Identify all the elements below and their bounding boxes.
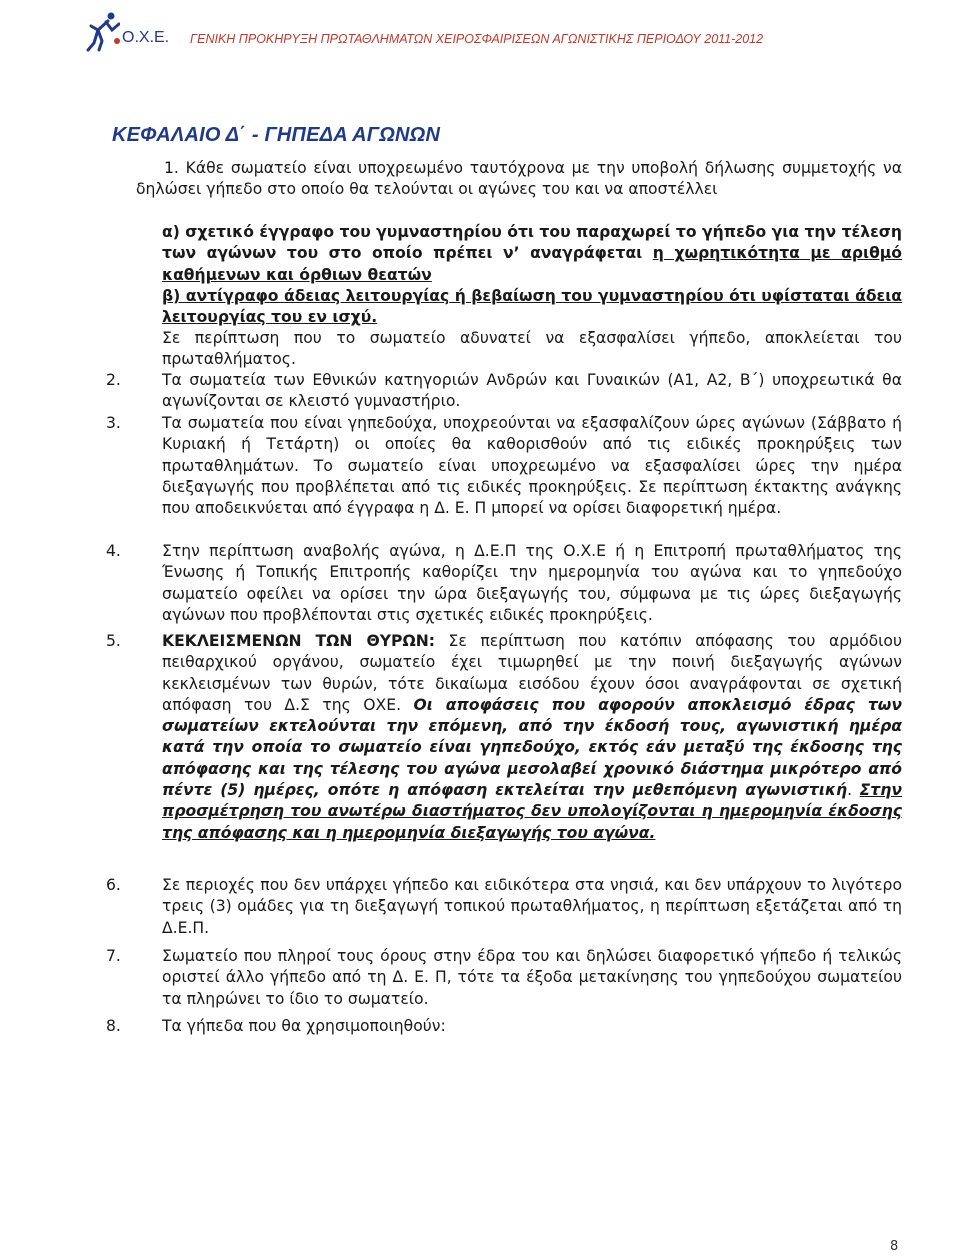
item-5-text xyxy=(162,631,902,844)
item-1-a-capacity: η χωρητικότητα με αριθμό καθήμενων και όρθιων θεατών xyxy=(162,244,902,284)
item-4-number: 4. xyxy=(106,542,121,560)
item-7-number: 7. xyxy=(106,947,121,965)
org-name: Ο.Χ.Ε. xyxy=(122,29,170,46)
item-8-text: Τα γήπεδα που θα χρησιμοποιηθούν: xyxy=(162,1017,446,1035)
item-3-number: 3. xyxy=(106,414,121,432)
item-2-text: Τα σωματεία των Εθνικών κατηγοριών Ανδρών και Γυναικών (Α1, Α2, Β΄) υποχρεωτικά θα αγωνίζονται σε κλειστό γυμναστήριο. xyxy=(162,371,902,411)
item-8-number: 8. xyxy=(106,1017,121,1035)
item-5-number: 5. xyxy=(106,632,121,650)
page-header xyxy=(86,10,936,58)
item-1-closing: Σε περίπτωση που το σωματείο αδυνατεί να εξασφαλίσει γήπεδο, αποκλείεται του πρωταθλήματος. xyxy=(162,329,902,369)
item-5-plain: Σε περίπτωση που κατόπιν απόφασης του αρμόδιου πειθαρχικού οργάνου, σωματείο έχει τιμωρηθεί με την ποινή διεξαγωγής αγώνων κεκλεισμένων των θυρών, τότε δικαίωμα εισόδου έχουν όσοι αναγράφονται σε σχετική απόφαση του Δ.Σ της ΟΧΕ. xyxy=(162,632,902,714)
item-5-calculation: Στην προσμέτρηση του ανωτέρω διαστήματος δεν υπολογίζονται η ημερομηνία έκδοσης της απόφασης και η ημερομηνία διεξαγωγής του αγώνα. xyxy=(162,781,902,842)
handball-player-icon xyxy=(86,10,120,52)
item-1-a xyxy=(162,222,902,286)
item-1-b-end: ή βεβαίωση του γυμναστηρίου ότι υφίσταται άδεια λειτουργίας του εν ισχύ. xyxy=(162,287,902,327)
item-3-text: Τα σωματεία που είναι γηπεδούχα, υποχρεούνται να εξασφαλίζουν ώρες αγώνων (Σάββατο ή Κυριακή ή Τετάρτη) οι οποίες θα καθορισθούν από τις ειδικές προκηρύξεις των πρωταθλημάτων. Το σωματείο είναι υποχρεωμένο να εξασφαλίσει ώρες την ημέρα διεξαγωγής που προβλέπεται από τις ειδικές προκηρύξεις. Σε περίπτωση έκτακτης ανάγκης που αποδεικνύεται από έγγραφα η Δ. Ε. Π μπορεί να ορίσει διαφορετική ημέρα. xyxy=(162,414,902,518)
item-5-dot: . xyxy=(847,781,860,800)
item-5-ruling: Οι αποφάσεις που αφορούν αποκλεισμό έδρας των σωματείων εκτελούνται την επόμενη, από την έκδοσή τους, αγωνιστική ημέρα κατά την οποία το σωματείο είναι γηπεδούχο, εκτός εάν μεταξύ της έκδοσης της απόφασης και της τέλεσης του αγώνα μεσολαβεί χρονικό διάστημα μικρότερο από πέντε (5) ημέρες, οπότε η απόφαση εκτελείται την μεθεπόμενη αγωνιστική xyxy=(162,695,902,800)
item-4-text: Στην περίπτωση αναβολής αγώνα, η Δ.Ε.Π της Ο.Χ.Ε ή η Επιτροπή πρωταθλήματος της Ένωσης ή Τοπικής Επιτροπής καθορίζει την ημερομηνία του αγώνα και το γηπεδούχο σωματείο οφείλει να ορίσει την ώρα διεξαγωγής του, σύμφωνα με τις ώρες διεξαγωγής αγώνων που προβλέπονται στις σχετικές ειδικές προκηρύξεις. xyxy=(162,542,902,624)
item-6-text: Σε περιοχές που δεν υπάρχει γήπεδο και ειδικότερα στα νησιά, και δεν υπάρχουν το λιγότερο τρεις (3) ομάδες για τη διεξαγωγή τοπικού πρωταθλήματος, η περίπτωση εξετάζεται από τη Δ.Ε.Π. xyxy=(162,876,902,937)
item-7-text: Σωματείο που πληροί τους όρους στην έδρα του και δηλώσει διαφορετικό γήπεδο ή τελικώς οριστεί άλλο γήπεδο από τη Δ. Ε. Π, τότε τα έξοδα μετακίνησης του γηπεδούχου σωματείου τα πληρώνει το ίδιο το σωματείο. xyxy=(162,947,902,1008)
item-5-lead: ΚΕΚΛΕΙΣΜΕΝΩΝ ΤΩΝ ΘΥΡΩΝ: xyxy=(162,632,435,650)
item-1-a-text: α) σχετικό έγγραφο του γυμναστηρίου ότι του παραχωρεί το γήπεδο για την τέλεση των αγώνων του στο οποίο πρέπει ν’ αναγράφεται xyxy=(162,223,902,263)
item-1-b xyxy=(162,286,902,329)
item-1-intro: 1. Κάθε σωματείο είναι υποχρεωμένο ταυτόχρονα με την υποβολή δήλωσης συμμετοχής να δηλώσει γήπεδο στο οποίο θα τελούνται οι αγώνες του και να αποστέλλει xyxy=(136,159,902,199)
chapter-title: ΚΕΦΑΛΑΙΟ Δ΄ - ΓΗΠΕΔΑ ΑΓΩΝΩΝ xyxy=(112,124,441,146)
running-title: ΓΕΝΙΚΗ ΠΡΟΚΗΡΥΞΗ ΠΡΩΤΑΘΛΗΜΑΤΩΝ ΧΕΙΡΟΣΦΑΙΡΙΣΕΩΝ ΑΓΩΝΙΣΤΙΚΗΣ ΠΕΡΙΟΔΟΥ 2011-2012 xyxy=(190,32,764,46)
item-2-number: 2. xyxy=(106,371,121,389)
item-6-number: 6. xyxy=(106,876,121,894)
page-number: 8 xyxy=(890,1239,899,1254)
item-1-b-start: β) αντίγραφο άδειας λειτουργίας xyxy=(162,287,450,305)
